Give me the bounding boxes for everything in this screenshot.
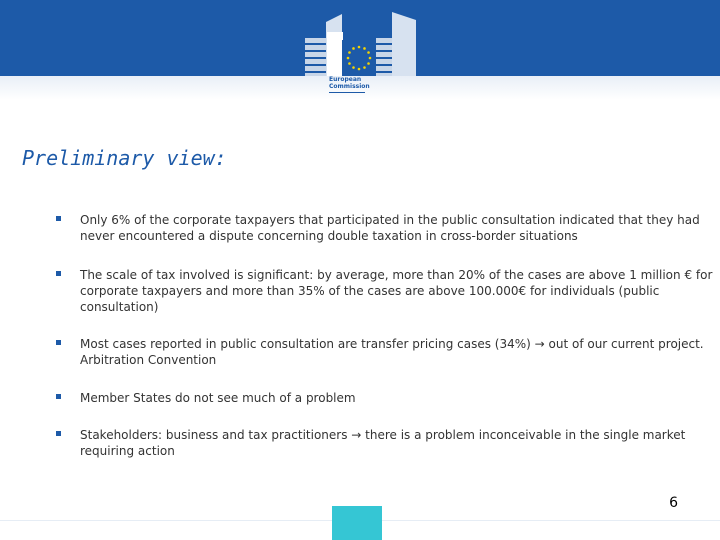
square-bullet-icon xyxy=(56,394,61,399)
square-bullet-icon xyxy=(56,340,61,345)
logo-text-commission: Commission xyxy=(329,83,370,90)
page-number: 6 xyxy=(669,495,678,511)
bullet-text: Only 6% of the corporate taxpayers that participated in the public consultation indicated that they had never encountered a dispute concerning double taxation in cross-border situations xyxy=(80,213,700,243)
square-bullet-icon xyxy=(56,216,61,221)
eu-star-icon xyxy=(352,66,355,69)
square-bullet-icon xyxy=(56,431,61,436)
eu-star-icon xyxy=(363,66,366,69)
eu-star-icon xyxy=(352,47,355,50)
bullet-text: Most cases reported in public consultation are transfer pricing cases (34%) → out of our current project. Arbitration Convention xyxy=(80,337,704,367)
logo-wordmark xyxy=(329,76,370,90)
logo-underline xyxy=(329,92,365,93)
eu-star-icon xyxy=(367,51,370,54)
eu-star-icon xyxy=(369,57,372,60)
eu-star-icon xyxy=(363,47,366,50)
bullet-text: Stakeholders: business and tax practitioners → there is a problem inconceivable in the single market requiring action xyxy=(80,428,686,458)
eu-star-icon xyxy=(347,57,350,60)
eu-star-icon xyxy=(348,62,351,65)
footer-accent-block xyxy=(332,506,382,540)
eu-star-icon xyxy=(358,46,361,49)
bullet-text: Member States do not see much of a problem xyxy=(80,391,356,405)
logo-text-european: European xyxy=(329,76,362,83)
slide-title: Preliminary view: xyxy=(22,146,227,170)
eu-star-icon xyxy=(358,68,361,71)
eu-star-icon xyxy=(348,51,351,54)
eu-star-icon xyxy=(367,62,370,65)
bullet-text: The scale of tax involved is significant: by average, more than 20% of the cases are above 1 million € for corporate taxpayers and more than 35% of the cases are above 100.000€ for individuals (public consultation) xyxy=(80,268,713,314)
square-bullet-icon xyxy=(56,271,61,276)
